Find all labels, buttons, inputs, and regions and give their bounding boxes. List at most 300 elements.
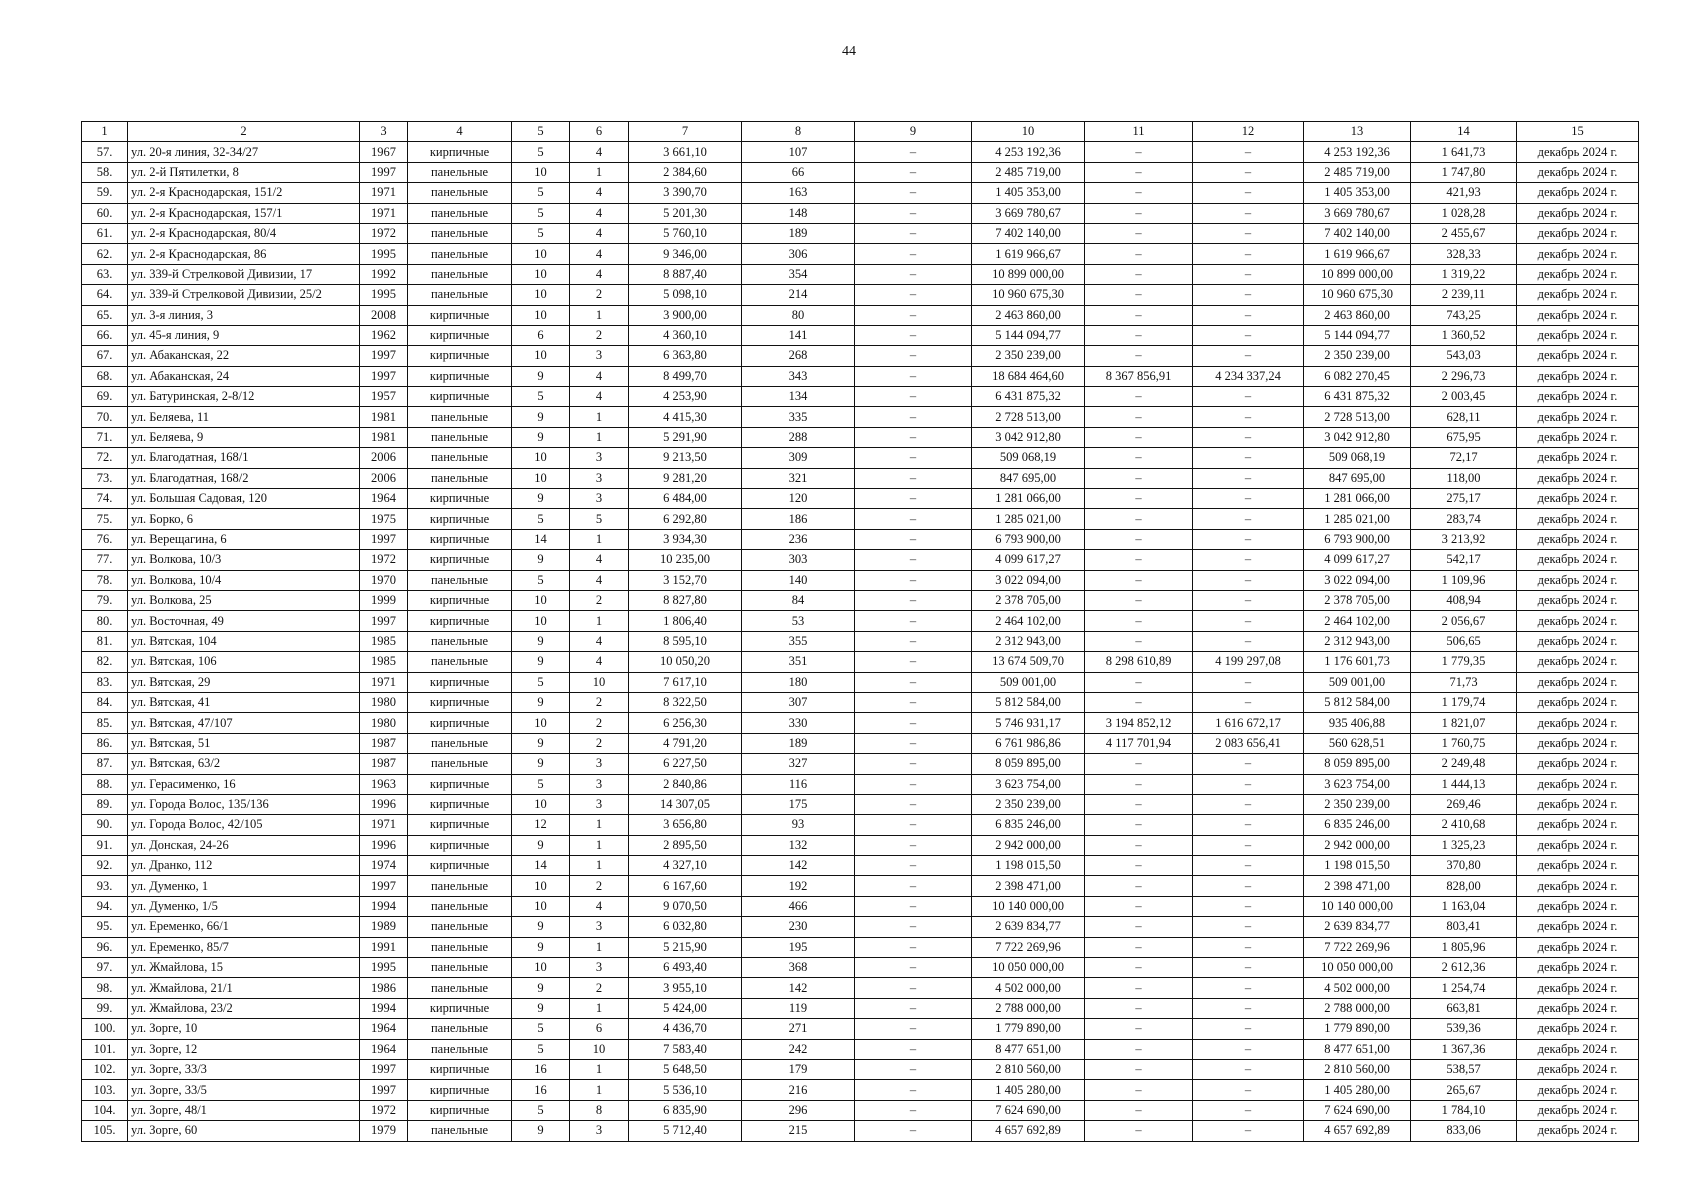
table-row bbox=[82, 611, 1639, 631]
table-cell-col-10: 10 899 000,00 bbox=[972, 264, 1085, 284]
table-cell-col-15: декабрь 2024 г. bbox=[1517, 713, 1639, 733]
table-cell-col-7: 8 887,40 bbox=[629, 264, 742, 284]
table-cell-col-2: ул. Вятская, 63/2 bbox=[128, 754, 360, 774]
table-cell-col-7: 4 253,90 bbox=[629, 387, 742, 407]
table-cell-col-11: – bbox=[1085, 550, 1193, 570]
table-cell-col-14: 2 003,45 bbox=[1411, 387, 1517, 407]
table-cell-col-14: 421,93 bbox=[1411, 183, 1517, 203]
table-cell-col-7: 2 840,86 bbox=[629, 774, 742, 794]
table-cell-col-14: 1 821,07 bbox=[1411, 713, 1517, 733]
table-cell-col-2: ул. Вятская, 47/107 bbox=[128, 713, 360, 733]
table-cell-col-1: 70. bbox=[82, 407, 128, 427]
table-cell-col-13: 2 350 239,00 bbox=[1304, 794, 1411, 814]
table-cell-col-12: – bbox=[1193, 896, 1304, 916]
table-cell-col-12: – bbox=[1193, 427, 1304, 447]
table-cell-col-6: 2 bbox=[570, 590, 629, 610]
table-cell-col-1: 67. bbox=[82, 346, 128, 366]
column-header-11: 11 bbox=[1085, 122, 1193, 142]
table-cell-col-14: 2 249,48 bbox=[1411, 754, 1517, 774]
table-row bbox=[82, 917, 1639, 937]
table-row bbox=[82, 366, 1639, 386]
table-cell-col-12: – bbox=[1193, 611, 1304, 631]
table-cell-col-15: декабрь 2024 г. bbox=[1517, 427, 1639, 447]
table-cell-col-7: 4 791,20 bbox=[629, 733, 742, 753]
table-cell-col-9: – bbox=[855, 1039, 972, 1059]
table-cell-col-12: – bbox=[1193, 529, 1304, 549]
table-cell-col-5: 9 bbox=[512, 427, 570, 447]
table-cell-col-5: 10 bbox=[512, 305, 570, 325]
table-cell-col-7: 9 070,50 bbox=[629, 896, 742, 916]
table-cell-col-10: 2 378 705,00 bbox=[972, 590, 1085, 610]
table-cell-col-13: 1 176 601,73 bbox=[1304, 652, 1411, 672]
table-cell-col-14: 1 254,74 bbox=[1411, 978, 1517, 998]
column-header-10: 10 bbox=[972, 122, 1085, 142]
table-cell-col-5: 10 bbox=[512, 264, 570, 284]
table-row bbox=[82, 835, 1639, 855]
column-header-2: 2 bbox=[128, 122, 360, 142]
table-cell-col-3: 1964 bbox=[360, 1039, 408, 1059]
table-cell-col-3: 1987 bbox=[360, 754, 408, 774]
table-cell-col-9: – bbox=[855, 346, 972, 366]
table-cell-col-4: кирпичные bbox=[408, 366, 512, 386]
table-cell-col-13: 2 312 943,00 bbox=[1304, 631, 1411, 651]
table-row bbox=[82, 692, 1639, 712]
table-cell-col-4: панельные bbox=[408, 876, 512, 896]
table-cell-col-8: 175 bbox=[742, 794, 855, 814]
table-cell-col-15: декабрь 2024 г. bbox=[1517, 835, 1639, 855]
table-cell-col-12: – bbox=[1193, 489, 1304, 509]
table-cell-col-15: декабрь 2024 г. bbox=[1517, 652, 1639, 672]
table-cell-col-1: 103. bbox=[82, 1080, 128, 1100]
table-cell-col-1: 94. bbox=[82, 896, 128, 916]
table-row bbox=[82, 856, 1639, 876]
table-cell-col-11: – bbox=[1085, 896, 1193, 916]
table-cell-col-15: декабрь 2024 г. bbox=[1517, 1039, 1639, 1059]
table-cell-col-5: 5 bbox=[512, 387, 570, 407]
table-cell-col-7: 5 215,90 bbox=[629, 937, 742, 957]
table-cell-col-5: 10 bbox=[512, 876, 570, 896]
table-cell-col-15: декабрь 2024 г. bbox=[1517, 346, 1639, 366]
table-cell-col-3: 1997 bbox=[360, 611, 408, 631]
table-cell-col-11: – bbox=[1085, 448, 1193, 468]
column-header-12: 12 bbox=[1193, 122, 1304, 142]
table-cell-col-10: 2 398 471,00 bbox=[972, 876, 1085, 896]
table-cell-col-2: ул. Вятская, 106 bbox=[128, 652, 360, 672]
table-cell-col-4: панельные bbox=[408, 223, 512, 243]
table-row bbox=[82, 652, 1639, 672]
table-cell-col-12: 2 083 656,41 bbox=[1193, 733, 1304, 753]
table-cell-col-7: 6 292,80 bbox=[629, 509, 742, 529]
table-cell-col-4: панельные bbox=[408, 733, 512, 753]
table-cell-col-12: 4 199 297,08 bbox=[1193, 652, 1304, 672]
table-cell-col-15: декабрь 2024 г. bbox=[1517, 550, 1639, 570]
table-cell-col-8: 330 bbox=[742, 713, 855, 733]
table-cell-col-3: 1971 bbox=[360, 672, 408, 692]
table-cell-col-9: – bbox=[855, 183, 972, 203]
table-cell-col-2: ул. Жмайлова, 23/2 bbox=[128, 998, 360, 1018]
table-cell-col-4: кирпичные bbox=[408, 325, 512, 345]
table-cell-col-6: 3 bbox=[570, 794, 629, 814]
table-cell-col-14: 1 319,22 bbox=[1411, 264, 1517, 284]
table-cell-col-15: декабрь 2024 г. bbox=[1517, 672, 1639, 692]
table-cell-col-1: 84. bbox=[82, 692, 128, 712]
table-cell-col-4: кирпичные bbox=[408, 611, 512, 631]
table-cell-col-10: 2 728 513,00 bbox=[972, 407, 1085, 427]
table-cell-col-9: – bbox=[855, 754, 972, 774]
table-cell-col-14: 1 325,23 bbox=[1411, 835, 1517, 855]
table-cell-col-7: 3 955,10 bbox=[629, 978, 742, 998]
table-cell-col-1: 91. bbox=[82, 835, 128, 855]
table-cell-col-14: 1 779,35 bbox=[1411, 652, 1517, 672]
table-cell-col-9: – bbox=[855, 448, 972, 468]
table-cell-col-8: 309 bbox=[742, 448, 855, 468]
table-cell-col-10: 3 669 780,67 bbox=[972, 203, 1085, 223]
table-cell-col-7: 9 281,20 bbox=[629, 468, 742, 488]
table-cell-col-8: 120 bbox=[742, 489, 855, 509]
table-cell-col-6: 3 bbox=[570, 754, 629, 774]
table-cell-col-8: 189 bbox=[742, 733, 855, 753]
table-cell-col-7: 3 656,80 bbox=[629, 815, 742, 835]
table-cell-col-11: – bbox=[1085, 856, 1193, 876]
table-cell-col-6: 4 bbox=[570, 631, 629, 651]
table-cell-col-11: – bbox=[1085, 1019, 1193, 1039]
table-cell-col-10: 7 624 690,00 bbox=[972, 1100, 1085, 1120]
table-cell-col-14: 283,74 bbox=[1411, 509, 1517, 529]
table-cell-col-8: 321 bbox=[742, 468, 855, 488]
table-cell-col-12: – bbox=[1193, 142, 1304, 162]
table-cell-col-10: 2 485 719,00 bbox=[972, 162, 1085, 182]
table-cell-col-14: 1 028,28 bbox=[1411, 203, 1517, 223]
table-cell-col-7: 4 327,10 bbox=[629, 856, 742, 876]
table-cell-col-6: 1 bbox=[570, 998, 629, 1018]
table-cell-col-11: – bbox=[1085, 1080, 1193, 1100]
table-cell-col-11: – bbox=[1085, 754, 1193, 774]
table-cell-col-1: 59. bbox=[82, 183, 128, 203]
table-cell-col-4: кирпичные bbox=[408, 590, 512, 610]
table-cell-col-9: – bbox=[855, 672, 972, 692]
table-cell-col-8: 303 bbox=[742, 550, 855, 570]
table-cell-col-3: 1971 bbox=[360, 815, 408, 835]
table-cell-col-8: 80 bbox=[742, 305, 855, 325]
table-cell-col-8: 327 bbox=[742, 754, 855, 774]
table-cell-col-7: 6 227,50 bbox=[629, 754, 742, 774]
table-cell-col-14: 3 213,92 bbox=[1411, 529, 1517, 549]
table-cell-col-1: 72. bbox=[82, 448, 128, 468]
table-cell-col-14: 506,65 bbox=[1411, 631, 1517, 651]
table-cell-col-12: – bbox=[1193, 692, 1304, 712]
table-cell-col-2: ул. 2-я Краснодарская, 86 bbox=[128, 244, 360, 264]
table-cell-col-1: 64. bbox=[82, 285, 128, 305]
table-cell-col-5: 5 bbox=[512, 1039, 570, 1059]
table-cell-col-5: 10 bbox=[512, 468, 570, 488]
table-cell-col-14: 539,36 bbox=[1411, 1019, 1517, 1039]
table-cell-col-11: – bbox=[1085, 325, 1193, 345]
table-cell-col-15: декабрь 2024 г. bbox=[1517, 815, 1639, 835]
table-cell-col-11: – bbox=[1085, 142, 1193, 162]
table-cell-col-9: – bbox=[855, 774, 972, 794]
table-cell-col-5: 16 bbox=[512, 1059, 570, 1079]
table-row bbox=[82, 1019, 1639, 1039]
table-cell-col-4: кирпичные bbox=[408, 305, 512, 325]
table-cell-col-2: ул. Зорге, 10 bbox=[128, 1019, 360, 1039]
column-header-4: 4 bbox=[408, 122, 512, 142]
table-cell-col-3: 1997 bbox=[360, 876, 408, 896]
table-cell-col-1: 58. bbox=[82, 162, 128, 182]
table-row bbox=[82, 733, 1639, 753]
table-cell-col-12: – bbox=[1193, 672, 1304, 692]
table-cell-col-11: – bbox=[1085, 407, 1193, 427]
table-cell-col-13: 2 728 513,00 bbox=[1304, 407, 1411, 427]
table-cell-col-7: 10 050,20 bbox=[629, 652, 742, 672]
table-cell-col-15: декабрь 2024 г. bbox=[1517, 142, 1639, 162]
table-cell-col-13: 3 042 912,80 bbox=[1304, 427, 1411, 447]
table-cell-col-7: 6 032,80 bbox=[629, 917, 742, 937]
table-cell-col-9: – bbox=[855, 958, 972, 978]
table-cell-col-1: 96. bbox=[82, 937, 128, 957]
table-cell-col-14: 542,17 bbox=[1411, 550, 1517, 570]
table-cell-col-6: 4 bbox=[570, 203, 629, 223]
table-cell-col-10: 13 674 509,70 bbox=[972, 652, 1085, 672]
table-cell-col-7: 6 363,80 bbox=[629, 346, 742, 366]
table-cell-col-15: декабрь 2024 г. bbox=[1517, 223, 1639, 243]
table-cell-col-4: панельные bbox=[408, 1019, 512, 1039]
table-row bbox=[82, 285, 1639, 305]
table-cell-col-10: 3 623 754,00 bbox=[972, 774, 1085, 794]
table-cell-col-4: кирпичные bbox=[408, 835, 512, 855]
table-cell-col-1: 68. bbox=[82, 366, 128, 386]
table-cell-col-2: ул. Абаканская, 22 bbox=[128, 346, 360, 366]
table-cell-col-10: 4 099 617,27 bbox=[972, 550, 1085, 570]
table-cell-col-7: 3 661,10 bbox=[629, 142, 742, 162]
table-cell-col-5: 9 bbox=[512, 366, 570, 386]
table-cell-col-6: 2 bbox=[570, 692, 629, 712]
table-cell-col-8: 354 bbox=[742, 264, 855, 284]
table-cell-col-1: 100. bbox=[82, 1019, 128, 1039]
table-cell-col-7: 5 760,10 bbox=[629, 223, 742, 243]
table-cell-col-15: декабрь 2024 г. bbox=[1517, 162, 1639, 182]
table-cell-col-1: 90. bbox=[82, 815, 128, 835]
table-cell-col-11: – bbox=[1085, 203, 1193, 223]
table-cell-col-5: 10 bbox=[512, 713, 570, 733]
table-cell-col-12: – bbox=[1193, 631, 1304, 651]
table-cell-col-7: 8 322,50 bbox=[629, 692, 742, 712]
table-row bbox=[82, 223, 1639, 243]
table-cell-col-1: 87. bbox=[82, 754, 128, 774]
table-cell-col-12: – bbox=[1193, 1080, 1304, 1100]
table-cell-col-8: 351 bbox=[742, 652, 855, 672]
table-cell-col-9: – bbox=[855, 856, 972, 876]
table-cell-col-12: – bbox=[1193, 815, 1304, 835]
table-row bbox=[82, 142, 1639, 162]
table-cell-col-3: 1987 bbox=[360, 733, 408, 753]
table-cell-col-15: декабрь 2024 г. bbox=[1517, 203, 1639, 223]
table-cell-col-4: панельные bbox=[408, 407, 512, 427]
table-cell-col-1: 95. bbox=[82, 917, 128, 937]
table-cell-col-10: 509 068,19 bbox=[972, 448, 1085, 468]
table-row bbox=[82, 529, 1639, 549]
table-cell-col-9: – bbox=[855, 468, 972, 488]
table-cell-col-4: кирпичные bbox=[408, 672, 512, 692]
table-cell-col-12: – bbox=[1193, 876, 1304, 896]
table-cell-col-11: – bbox=[1085, 631, 1193, 651]
table-cell-col-14: 1 109,96 bbox=[1411, 570, 1517, 590]
table-row bbox=[82, 978, 1639, 998]
table-cell-col-11: – bbox=[1085, 1121, 1193, 1141]
table-cell-col-9: – bbox=[855, 427, 972, 447]
table-cell-col-10: 2 463 860,00 bbox=[972, 305, 1085, 325]
table-cell-col-10: 2 810 560,00 bbox=[972, 1059, 1085, 1079]
table-row bbox=[82, 896, 1639, 916]
table-cell-col-13: 2 378 705,00 bbox=[1304, 590, 1411, 610]
table-cell-col-6: 3 bbox=[570, 489, 629, 509]
table-cell-col-12: – bbox=[1193, 407, 1304, 427]
table-cell-col-8: 179 bbox=[742, 1059, 855, 1079]
table-cell-col-1: 83. bbox=[82, 672, 128, 692]
table-cell-col-7: 3 900,00 bbox=[629, 305, 742, 325]
table-row bbox=[82, 937, 1639, 957]
table-cell-col-5: 9 bbox=[512, 917, 570, 937]
table-cell-col-13: 7 402 140,00 bbox=[1304, 223, 1411, 243]
table-cell-col-7: 4 436,70 bbox=[629, 1019, 742, 1039]
table-cell-col-3: 1981 bbox=[360, 427, 408, 447]
column-header-15: 15 bbox=[1517, 122, 1639, 142]
table-cell-col-8: 230 bbox=[742, 917, 855, 937]
table-cell-col-11: – bbox=[1085, 1100, 1193, 1120]
table-cell-col-11: 8 298 610,89 bbox=[1085, 652, 1193, 672]
table-cell-col-3: 1970 bbox=[360, 570, 408, 590]
table-cell-col-8: 140 bbox=[742, 570, 855, 590]
table-cell-col-3: 1995 bbox=[360, 285, 408, 305]
table-cell-col-2: ул. Думенко, 1 bbox=[128, 876, 360, 896]
table-cell-col-1: 75. bbox=[82, 509, 128, 529]
table-cell-col-4: панельные bbox=[408, 896, 512, 916]
table-cell-col-8: 132 bbox=[742, 835, 855, 855]
table-cell-col-5: 5 bbox=[512, 1019, 570, 1039]
table-cell-col-14: 2 296,73 bbox=[1411, 366, 1517, 386]
table-cell-col-6: 1 bbox=[570, 937, 629, 957]
table-cell-col-6: 4 bbox=[570, 652, 629, 672]
table-cell-col-14: 1 747,80 bbox=[1411, 162, 1517, 182]
table-cell-col-12: – bbox=[1193, 550, 1304, 570]
table-cell-col-3: 1980 bbox=[360, 692, 408, 712]
table-cell-col-2: ул. Вятская, 51 bbox=[128, 733, 360, 753]
table-row bbox=[82, 509, 1639, 529]
table-cell-col-5: 9 bbox=[512, 1121, 570, 1141]
table-cell-col-12: – bbox=[1193, 183, 1304, 203]
table-cell-col-2: ул. 2-я Краснодарская, 157/1 bbox=[128, 203, 360, 223]
table-cell-col-15: декабрь 2024 г. bbox=[1517, 305, 1639, 325]
table-cell-col-2: ул. 45-я линия, 9 bbox=[128, 325, 360, 345]
table-cell-col-15: декабрь 2024 г. bbox=[1517, 407, 1639, 427]
table-cell-col-11: – bbox=[1085, 978, 1193, 998]
table-row bbox=[82, 244, 1639, 264]
table-cell-col-9: – bbox=[855, 325, 972, 345]
table-cell-col-13: 7 722 269,96 bbox=[1304, 937, 1411, 957]
table-row bbox=[82, 754, 1639, 774]
table-cell-col-8: 296 bbox=[742, 1100, 855, 1120]
table-cell-col-15: декабрь 2024 г. bbox=[1517, 448, 1639, 468]
table-cell-col-7: 8 827,80 bbox=[629, 590, 742, 610]
table-cell-col-1: 77. bbox=[82, 550, 128, 570]
table-cell-col-9: – bbox=[855, 631, 972, 651]
table-cell-col-4: панельные bbox=[408, 448, 512, 468]
table-cell-col-4: кирпичные bbox=[408, 550, 512, 570]
table-cell-col-6: 1 bbox=[570, 162, 629, 182]
table-cell-col-13: 10 899 000,00 bbox=[1304, 264, 1411, 284]
table-cell-col-4: панельные bbox=[408, 1121, 512, 1141]
table-row bbox=[82, 325, 1639, 345]
table-cell-col-8: 192 bbox=[742, 876, 855, 896]
table-cell-col-4: кирпичные bbox=[408, 387, 512, 407]
table-cell-col-7: 5 712,40 bbox=[629, 1121, 742, 1141]
table-cell-col-10: 18 684 464,60 bbox=[972, 366, 1085, 386]
table-cell-col-3: 1997 bbox=[360, 1080, 408, 1100]
table-cell-col-9: – bbox=[855, 978, 972, 998]
table-cell-col-2: ул. Благодатная, 168/1 bbox=[128, 448, 360, 468]
table-cell-col-1: 74. bbox=[82, 489, 128, 509]
table-cell-col-11: – bbox=[1085, 958, 1193, 978]
table-cell-col-15: декабрь 2024 г. bbox=[1517, 1121, 1639, 1141]
table-cell-col-9: – bbox=[855, 713, 972, 733]
table-cell-col-14: 1 805,96 bbox=[1411, 937, 1517, 957]
table-cell-col-2: ул. Вятская, 104 bbox=[128, 631, 360, 651]
table-cell-col-3: 1991 bbox=[360, 937, 408, 957]
table-cell-col-12: – bbox=[1193, 509, 1304, 529]
table-cell-col-11: – bbox=[1085, 835, 1193, 855]
table-cell-col-11: – bbox=[1085, 183, 1193, 203]
table-cell-col-10: 3 022 094,00 bbox=[972, 570, 1085, 590]
table-cell-col-4: панельные bbox=[408, 958, 512, 978]
table-cell-col-9: – bbox=[855, 733, 972, 753]
table-cell-col-3: 1980 bbox=[360, 713, 408, 733]
table-cell-col-9: – bbox=[855, 570, 972, 590]
table-cell-col-1: 86. bbox=[82, 733, 128, 753]
table-cell-col-12: – bbox=[1193, 203, 1304, 223]
table-cell-col-5: 16 bbox=[512, 1080, 570, 1100]
table-cell-col-10: 2 350 239,00 bbox=[972, 346, 1085, 366]
table-cell-col-4: панельные bbox=[408, 754, 512, 774]
table-cell-col-5: 5 bbox=[512, 570, 570, 590]
table-cell-col-9: – bbox=[855, 1019, 972, 1039]
table-cell-col-6: 8 bbox=[570, 1100, 629, 1120]
table-cell-col-14: 2 612,36 bbox=[1411, 958, 1517, 978]
table-cell-col-12: – bbox=[1193, 856, 1304, 876]
table-cell-col-5: 10 bbox=[512, 590, 570, 610]
table-cell-col-1: 81. bbox=[82, 631, 128, 651]
table-cell-col-11: – bbox=[1085, 590, 1193, 610]
table-cell-col-13: 2 463 860,00 bbox=[1304, 305, 1411, 325]
table-cell-col-4: панельные bbox=[408, 162, 512, 182]
table-cell-col-5: 10 bbox=[512, 611, 570, 631]
table-cell-col-11: – bbox=[1085, 223, 1193, 243]
table-cell-col-2: ул. Еременко, 85/7 bbox=[128, 937, 360, 957]
table-cell-col-2: ул. 2-я Краснодарская, 80/4 bbox=[128, 223, 360, 243]
table-cell-col-9: – bbox=[855, 407, 972, 427]
table-cell-col-3: 1964 bbox=[360, 1019, 408, 1039]
table-cell-col-15: декабрь 2024 г. bbox=[1517, 285, 1639, 305]
table-cell-col-6: 4 bbox=[570, 896, 629, 916]
table-row bbox=[82, 958, 1639, 978]
table-cell-col-9: – bbox=[855, 305, 972, 325]
table-cell-col-7: 3 390,70 bbox=[629, 183, 742, 203]
table-cell-col-2: ул. Борко, 6 bbox=[128, 509, 360, 529]
table-cell-col-3: 1994 bbox=[360, 998, 408, 1018]
table-cell-col-14: 275,17 bbox=[1411, 489, 1517, 509]
table-cell-col-4: панельные bbox=[408, 203, 512, 223]
column-header-6: 6 bbox=[570, 122, 629, 142]
table-cell-col-12: – bbox=[1193, 835, 1304, 855]
table-cell-col-5: 9 bbox=[512, 733, 570, 753]
